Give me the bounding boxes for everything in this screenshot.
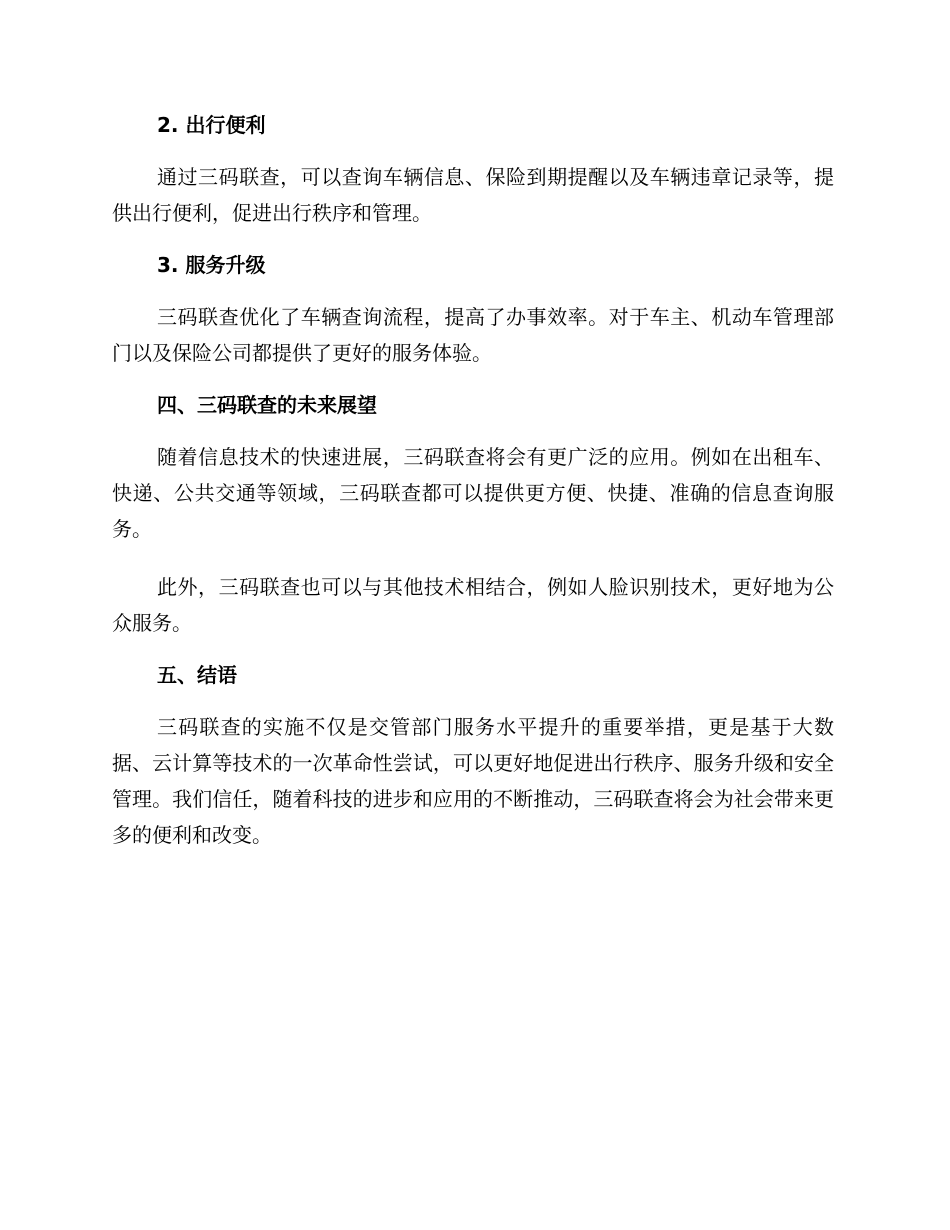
paragraph-travel-convenience: 通过三码联查，可以查询车辆信息、保险到期提醒以及车辆违章记录等，提供出行便利，促进出行秩序和管理。 [112,165,834,225]
paragraph-service-upgrade: 三码联查优化了车辆查询流程，提高了办事效率。对于车主、机动车管理部门以及保险公司都提供了更好的服务体验。 [112,305,834,365]
document-body [112,110,834,853]
paragraph-conclusion: 三码联查的实施不仅是交管部门服务水平提升的重要举措，更是基于大数据、云计算等技术的一次革命性尝试，可以更好地促进出行秩序、服务升级和安全管理。我们信任，随着科技的进步和应用的不断推动，三码联查将会为社会带来更多的便利和改变。 [112,715,834,847]
section-heading-future-outlook: 四、三码联查的未来展望 [157,393,377,417]
paragraph-future-outlook-1: 随着信息技术的快速进展，三码联查将会有更广泛的应用。例如在出租车、快递、公共交通等领域，三码联查都可以提供更方便、快捷、准确的信息查询服务。 [112,445,834,541]
section-heading-service-upgrade: 3. 服务升级 [157,253,266,277]
section-heading-conclusion: 五、结语 [157,663,237,687]
section-heading-travel-convenience: 2. 出行便利 [157,113,266,137]
paragraph-future-outlook-2: 此外，三码联查也可以与其他技术相结合，例如人脸识别技术，更好地为公众服务。 [112,575,834,635]
